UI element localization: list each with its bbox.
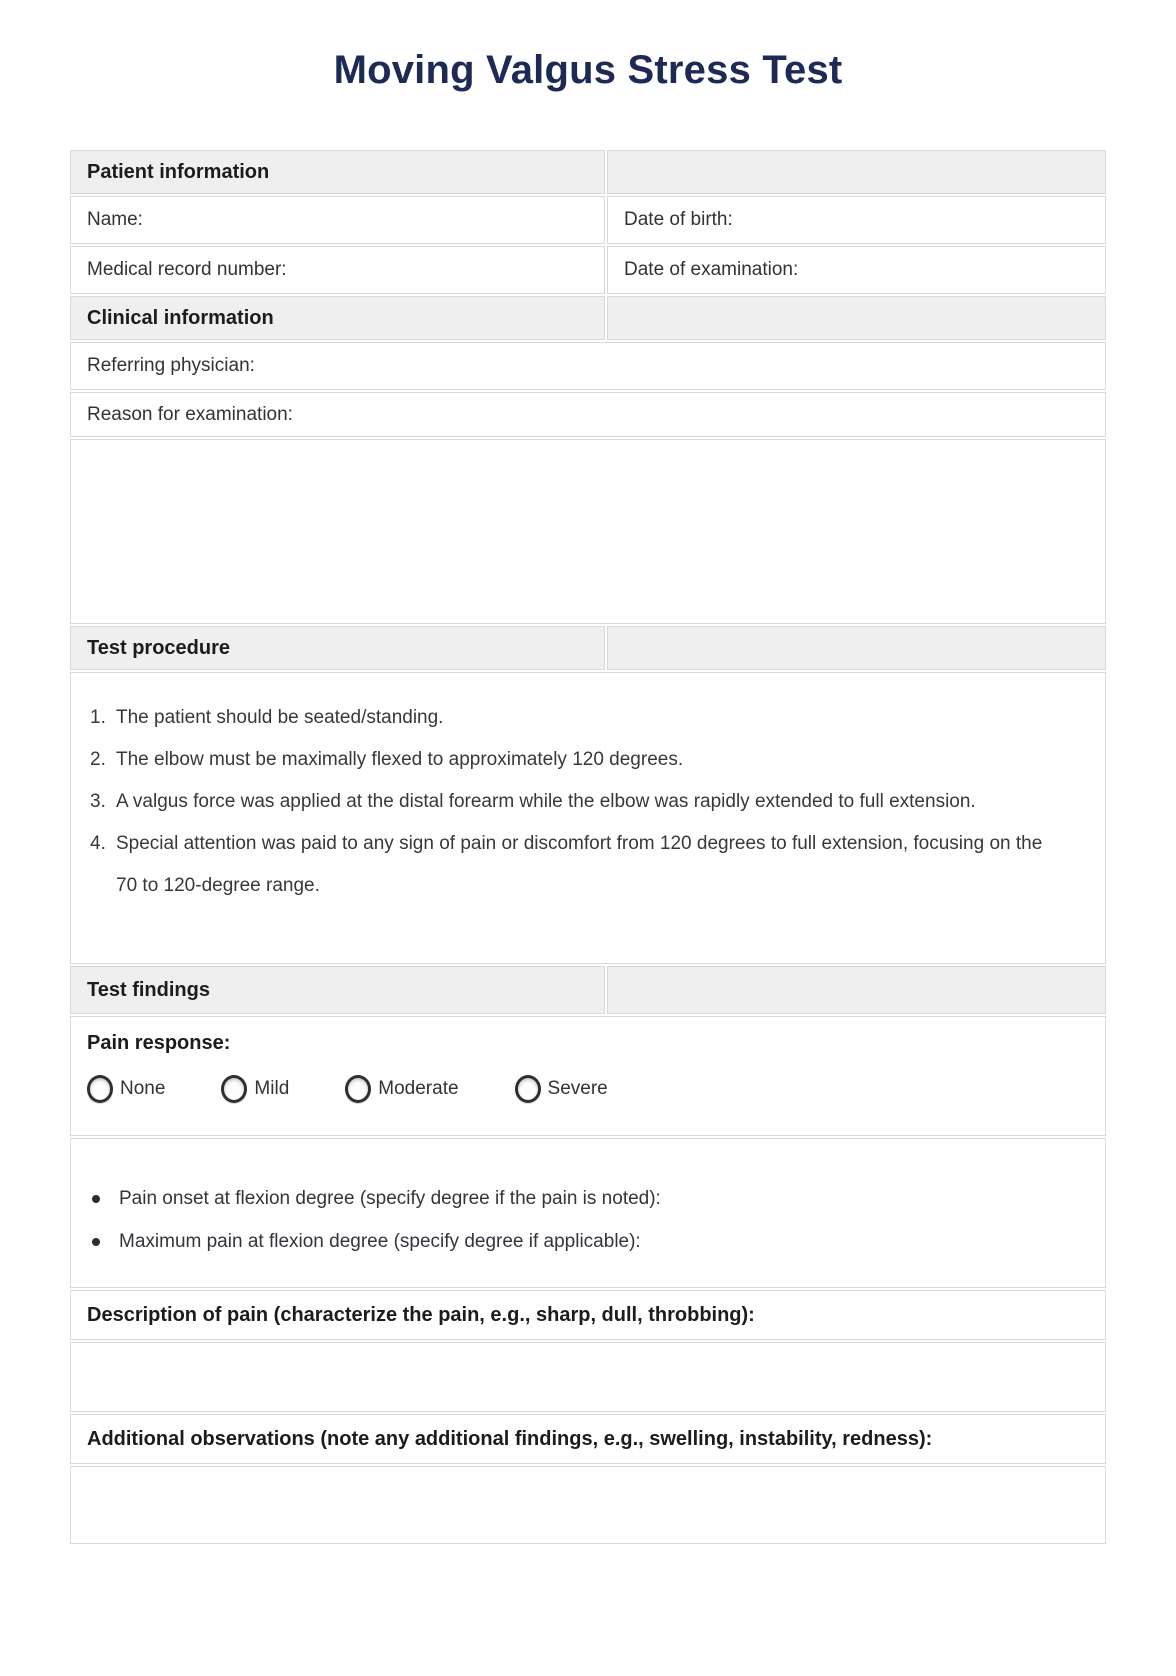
table-row bbox=[70, 1138, 1106, 1288]
procedure-step bbox=[87, 739, 1089, 781]
radio-option-none[interactable] bbox=[87, 1075, 165, 1103]
step-text: The patient should be seated/standing. bbox=[116, 707, 444, 728]
section-header-clinical-information-spacer bbox=[607, 296, 1106, 340]
radio-option-label: Severe bbox=[547, 1078, 608, 1099]
table-row bbox=[70, 392, 1106, 437]
table-row bbox=[70, 1414, 1106, 1464]
test-findings-header-row bbox=[70, 966, 1106, 1014]
radio-option-label: Moderate bbox=[378, 1078, 459, 1099]
test-procedure-steps bbox=[70, 672, 1106, 964]
pain-response-options bbox=[87, 1075, 1089, 1103]
patient-info-header-row bbox=[70, 150, 1106, 194]
list-item[interactable] bbox=[87, 1220, 1089, 1263]
radio-button-icon[interactable] bbox=[87, 1075, 113, 1103]
test-procedure-header-row bbox=[70, 626, 1106, 670]
referring-physician-field[interactable]: Referring physician: bbox=[70, 342, 1106, 390]
step-number: 4. bbox=[90, 833, 106, 854]
date-of-birth-field[interactable]: Date of birth: bbox=[607, 196, 1106, 244]
table-row bbox=[70, 342, 1106, 390]
radio-button-icon[interactable] bbox=[221, 1075, 247, 1103]
observations-writing-area[interactable] bbox=[70, 1466, 1106, 1544]
radio-button-icon[interactable] bbox=[515, 1075, 541, 1103]
step-text: The elbow must be maximally flexed to approximately 120 degrees. bbox=[116, 749, 684, 770]
step-number: 3. bbox=[90, 791, 106, 812]
section-header-patient-information-spacer bbox=[607, 150, 1106, 194]
form-table bbox=[68, 148, 1108, 1546]
bullet-icon bbox=[92, 1238, 100, 1246]
step-number: 2. bbox=[90, 749, 106, 770]
step-text: A valgus force was applied at the distal forearm while the elbow was rapidly extended to full extension. bbox=[116, 791, 976, 812]
table-row bbox=[70, 1342, 1106, 1412]
description-of-pain-label: Description of pain (characterize the pain, e.g., sharp, dull, throbbing): bbox=[70, 1290, 1106, 1340]
section-header-test-findings: Test findings bbox=[70, 966, 605, 1014]
table-row bbox=[70, 246, 1106, 294]
radio-option-moderate[interactable] bbox=[345, 1075, 458, 1103]
date-of-examination-field[interactable]: Date of examination: bbox=[607, 246, 1106, 294]
pain-onset-field[interactable]: Pain onset at flexion degree (specify degree if the pain is noted): bbox=[119, 1188, 661, 1209]
section-header-test-findings-spacer bbox=[607, 966, 1106, 1014]
page-title: Moving Valgus Stress Test bbox=[333, 48, 843, 92]
pain-detail-bullets bbox=[70, 1138, 1106, 1288]
step-number: 1. bbox=[90, 707, 106, 728]
list-item[interactable] bbox=[87, 1177, 1089, 1220]
reason-writing-area[interactable] bbox=[70, 439, 1106, 624]
step-text: Special attention was paid to any sign of pain or discomfort from 120 degrees to full extension, focusing on the 70 to 120-degree range. bbox=[116, 833, 1043, 896]
bullet-icon bbox=[92, 1195, 100, 1203]
maximum-pain-field[interactable]: Maximum pain at flexion degree (specify degree if applicable): bbox=[119, 1231, 641, 1252]
table-row bbox=[70, 439, 1106, 624]
pain-response-label: Pain response: bbox=[87, 1032, 231, 1054]
clinical-info-header-row bbox=[70, 296, 1106, 340]
section-header-test-procedure: Test procedure bbox=[70, 626, 605, 670]
reason-for-examination-field[interactable]: Reason for examination: bbox=[70, 392, 1106, 437]
table-row bbox=[70, 1016, 1106, 1136]
table-row bbox=[70, 672, 1106, 964]
radio-option-severe[interactable] bbox=[515, 1075, 608, 1103]
radio-option-label: Mild bbox=[254, 1078, 290, 1099]
radio-option-mild[interactable] bbox=[221, 1075, 289, 1103]
radio-button-icon[interactable] bbox=[345, 1075, 371, 1103]
radio-option-label: None bbox=[120, 1078, 166, 1099]
section-header-clinical-information: Clinical information bbox=[70, 296, 605, 340]
section-header-patient-information: Patient information bbox=[70, 150, 605, 194]
section-header-test-procedure-spacer bbox=[607, 626, 1106, 670]
pain-response-cell bbox=[70, 1016, 1106, 1136]
procedure-step bbox=[87, 697, 1089, 739]
procedure-step bbox=[87, 781, 1089, 823]
table-row bbox=[70, 1466, 1106, 1544]
procedure-step bbox=[87, 823, 1089, 907]
table-row bbox=[70, 196, 1106, 244]
medical-record-number-field[interactable]: Medical record number: bbox=[70, 246, 605, 294]
description-writing-area[interactable] bbox=[70, 1342, 1106, 1412]
name-field[interactable]: Name: bbox=[70, 196, 605, 244]
table-row bbox=[70, 1290, 1106, 1340]
additional-observations-label: Additional observations (note any additional findings, e.g., swelling, instability, redness): bbox=[70, 1414, 1106, 1464]
